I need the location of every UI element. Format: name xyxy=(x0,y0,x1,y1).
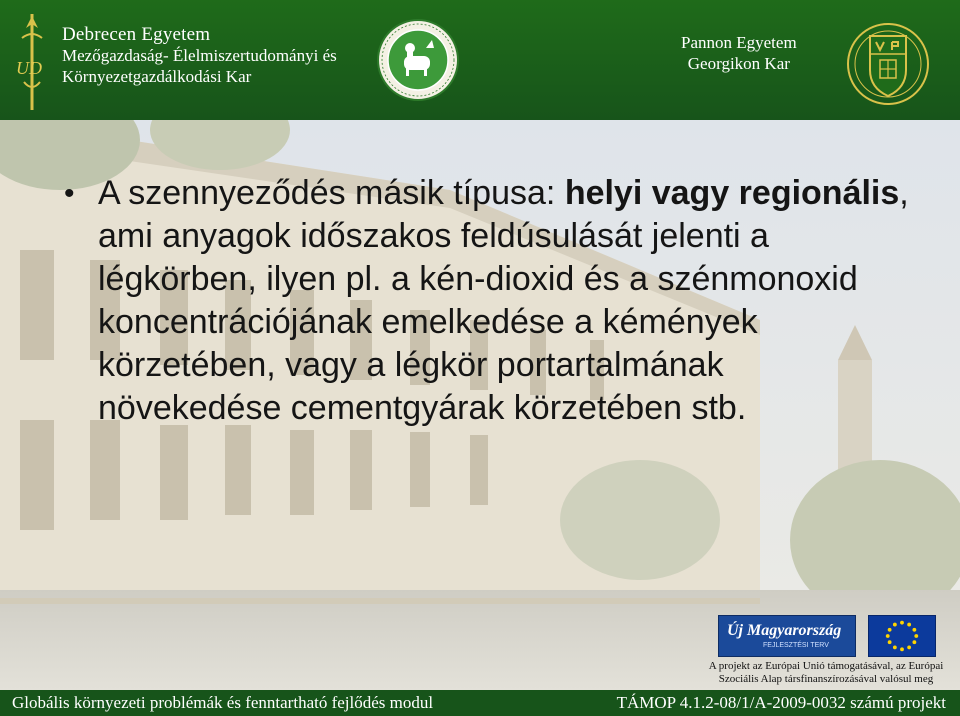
university-of-debrecen-logo xyxy=(10,12,54,116)
paragraph-text-emphasis: helyi vagy regionális xyxy=(564,174,900,212)
university-left-line3: Környezetgazdálkodási Kar xyxy=(62,67,252,86)
bullet-marker: • xyxy=(64,177,75,210)
university-right-line1: Pannon Egyetem xyxy=(681,33,797,52)
uj-magyarorszag-subtitle: FEJLESZTÉSI TERV xyxy=(763,642,829,649)
footer-module-title: Globális környezeti problémák és fenntartható fejlődés modul xyxy=(12,693,434,712)
eu-funding-statement xyxy=(708,660,944,686)
ud-logo-letters: UD xyxy=(16,58,42,78)
university-left-line1: Debrecen Egyetem xyxy=(62,24,211,45)
pannon-university-crest-icon xyxy=(846,14,930,114)
footer-project-id: TÁMOP 4.1.2-08/1/A-2009-0032 számú projekt xyxy=(616,693,946,712)
eu-funding-line1: A projekt az Európai Unió támogatásával, az Európai xyxy=(708,660,944,672)
slide-content xyxy=(64,172,914,430)
eu-flag-icon xyxy=(868,615,936,657)
uj-magyarorszag-title: Új Magyarország xyxy=(727,622,842,639)
paragraph-text-intro: A szennyeződés másik típusa: xyxy=(98,174,565,212)
university-left-line2: Mezőgazdaság- Élelmiszertudományi és xyxy=(62,46,337,65)
faculty-seal-icon xyxy=(376,18,460,102)
eu-funding-line2: Szociális Alap társfinanszírozásával valósul meg xyxy=(718,673,934,685)
paragraph-text-rest: , ami anyagok időszakos feldúsulását jelenti a légkörben, ilyen pl. a kén-dioxid és a szénmonoxid koncentrációjának emelkedése a kémények körzetében, vagy a légkör portartalmának növekedése cementgyárak körzetében stb. xyxy=(98,174,909,427)
university-right-name xyxy=(681,32,797,74)
university-left-name xyxy=(62,24,337,87)
uj-magyarorszag-logo xyxy=(718,615,856,657)
header-banner xyxy=(0,0,960,120)
slide-paragraph xyxy=(98,172,914,430)
university-right-line2: Georgikon Kar xyxy=(687,54,790,73)
eu-funding-block xyxy=(708,612,944,692)
footer-bar xyxy=(0,690,960,716)
